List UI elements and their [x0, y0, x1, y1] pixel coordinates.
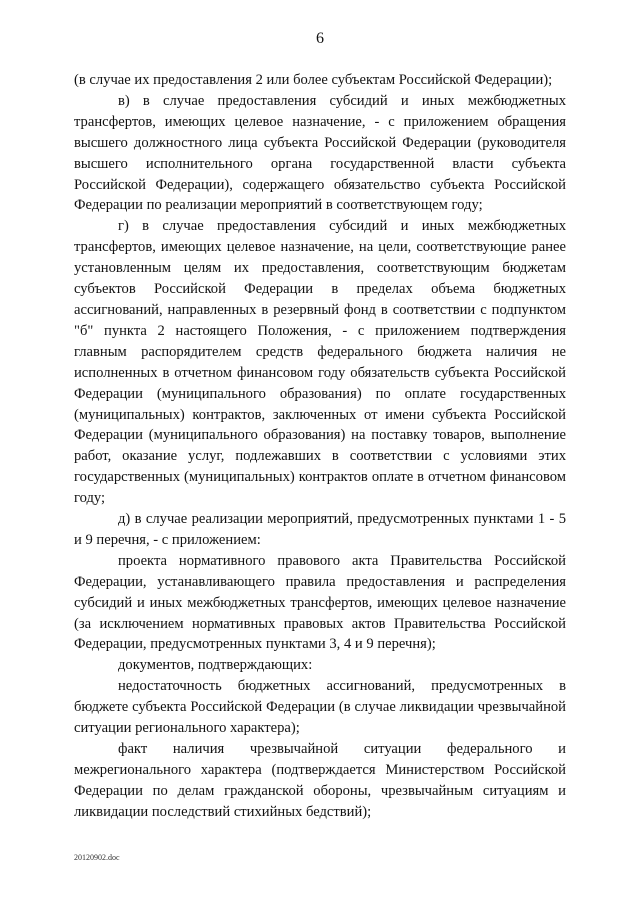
paragraph-documents: документов, подтверждающих:	[118, 657, 313, 674]
paragraph-emergency-fact: факт наличия чрезвычайной ситуации федерального и межрегионального характера (подтверждается Министерством Российской Федерации по делам гражданской обороны, чрезвычайным ситуациям и ликвидации последствий стихийных бедствий);	[74, 741, 566, 820]
page-number: 6	[316, 30, 324, 47]
paragraph-item-g: г) в случае предоставления субсидий и иных межбюджетных трансфертов, имеющих целевое назначение, на цели, соответствующие ранее установленным целям их предоставления, соответствующим бюджетам субъектов Российской Федерации в пределах объема бюджетных ассигнований, направленных в резервный фонд в соответствии с подпунктом "б" пункта 2 настоящего Положения, - с приложением подтверждения главным распорядителем средств федерального бюджета наличия не исполненных в отчетном финансовом году обязательств субъекта Российской Федерации (муниципального образования) по оплате государственных (муниципальных) контрактов, заключенных от имени субъекта Российской Федерации (муниципального образования) на поставку товаров, выполнение работ, оказание услуг, подлежавших в соответствии с условиями этих государственных (муниципальных) контрактов оплате в отчетном финансовом году;	[74, 218, 566, 507]
paragraph-insufficiency: недостаточность бюджетных ассигнований, предусмотренных в бюджете субъекта Российской Федерации (в случае ликвидации чрезвычайной ситуации регионального характера);	[74, 678, 566, 737]
document-body	[74, 70, 566, 823]
file-name-footer: 20120902.doc	[74, 853, 120, 862]
paragraph-item-v: в) в случае предоставления субсидий и иных межбюджетных трансфертов, имеющих целевое назначение, - с приложением обращения высшего должностного лица субъекта Российской Федерации (руководителя высшего исполнительного органа государственной власти субъекта Российской Федерации), содержащего обязательство субъекта Российской Федерации по реализации мероприятий в соответствующем году;	[74, 92, 566, 214]
paragraph-continuation: (в случае их предоставления 2 или более субъектам Российской Федерации);	[74, 72, 553, 88]
paragraph-draft-act: проекта нормативного правового акта Правительства Российской Федерации, устанавливающего правила предоставления и распределения субсидий и иных межбюджетных трансфертов, имеющих целевое назначение (за исключением нормативных правовых актов Правительства Российской Федерации, предусмотренных пунктами 3, 4 и 9 перечня);	[74, 552, 566, 653]
paragraph-item-d: д) в случае реализации мероприятий, предусмотренных пунктами 1 - 5 и 9 перечня, - с приложением:	[74, 511, 566, 548]
